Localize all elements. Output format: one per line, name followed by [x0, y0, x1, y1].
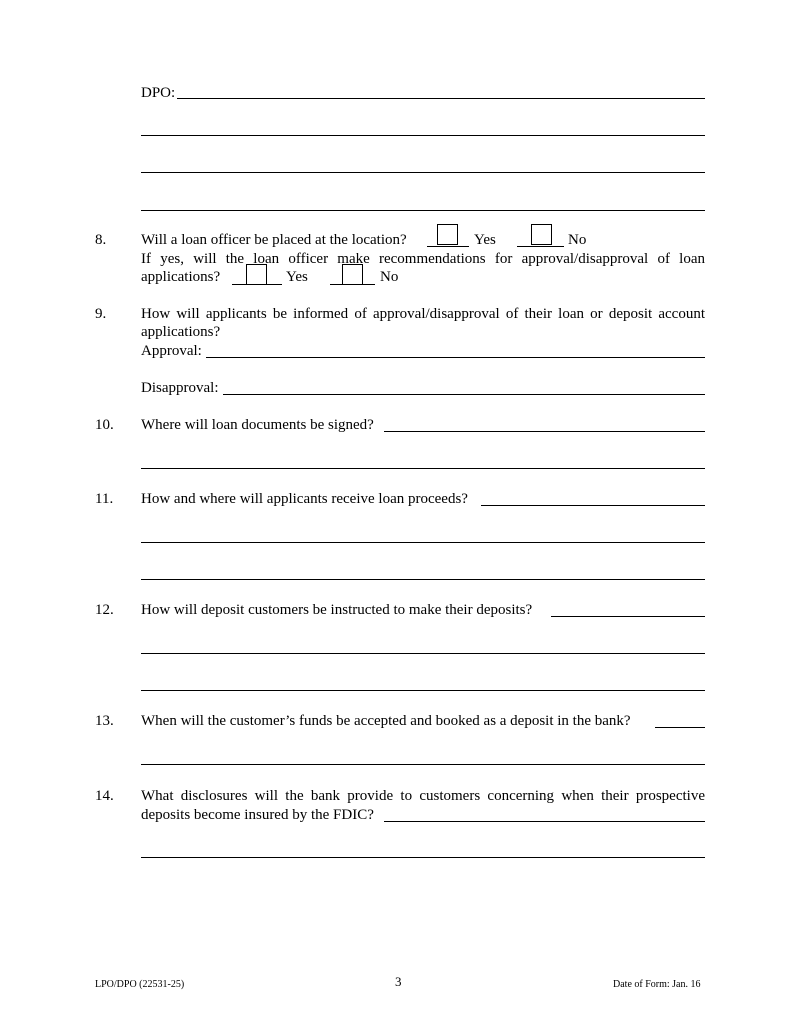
question-11-text: How and where will applicants receive loan proceeds?: [141, 491, 468, 507]
q8-no-underline: [517, 246, 564, 247]
question-9-text: How will applicants be informed of approval/disapproval of their loan or deposit account: [141, 306, 705, 322]
question-8-number: 8.: [95, 232, 107, 248]
q14-answer-line-1[interactable]: [384, 821, 705, 822]
question-14-number: 14.: [95, 788, 114, 804]
q8b-no-label: No: [380, 269, 399, 285]
dpo-answer-line-3[interactable]: [141, 172, 705, 173]
q8-no-label: No: [568, 232, 587, 248]
question-11-number: 11.: [95, 491, 114, 507]
question-12-text: How will deposit customers be instructed to make their deposits?: [141, 602, 533, 618]
q10-answer-line-1[interactable]: [384, 431, 705, 432]
q14-answer-line-2[interactable]: [141, 857, 705, 858]
q8-no-checkbox[interactable]: [531, 224, 552, 245]
q11-answer-line-2[interactable]: [141, 542, 705, 543]
q12-answer-line-1[interactable]: [551, 616, 705, 617]
q8-yes-underline: [427, 246, 469, 247]
question-14-text-2: deposits become insured by the FDIC?: [141, 807, 374, 823]
q8b-no-checkbox[interactable]: [342, 264, 363, 285]
q13-answer-line-1[interactable]: [655, 727, 705, 728]
q11-answer-line-3[interactable]: [141, 579, 705, 580]
disapproval-answer-line[interactable]: [223, 394, 705, 395]
q8-yes-checkbox[interactable]: [437, 224, 458, 245]
question-13-number: 13.: [95, 713, 114, 729]
q8b-yes-checkbox[interactable]: [246, 264, 267, 285]
dpo-answer-line-2[interactable]: [141, 135, 705, 136]
question-8-text: Will a loan officer be placed at the location?: [141, 232, 407, 248]
question-12-number: 12.: [95, 602, 114, 618]
q10-answer-line-2[interactable]: [141, 468, 705, 469]
disapproval-label: Disapproval:: [141, 380, 219, 396]
question-8-sub-text: If yes, will the loan officer make recommendations for approval/disapproval of loan: [141, 251, 705, 267]
approval-answer-line[interactable]: [206, 357, 705, 358]
footer-date-of-form: Date of Form: Jan. 16: [613, 979, 701, 990]
footer-form-id: LPO/DPO (22531-25): [95, 979, 185, 990]
question-10-number: 10.: [95, 417, 114, 433]
question-13-text: When will the customer’s funds be accepted and booked as a deposit in the bank?: [141, 713, 631, 729]
q8b-yes-label: Yes: [286, 269, 308, 285]
dpo-answer-line-4[interactable]: [141, 210, 705, 211]
page-number: 3: [395, 974, 402, 989]
q12-answer-line-2[interactable]: [141, 653, 705, 654]
dpo-label: DPO:: [141, 85, 176, 101]
question-9-number: 9.: [95, 306, 107, 322]
question-9-text-2: applications?: [141, 324, 221, 340]
q8-yes-label: Yes: [474, 232, 496, 248]
question-14-text: What disclosures will the bank provide to customers concerning when their prospective: [141, 788, 705, 804]
question-8-sub-text-2: applications?: [141, 269, 221, 285]
question-10-text: Where will loan documents be signed?: [141, 417, 374, 433]
dpo-answer-line-1[interactable]: [177, 98, 705, 99]
q11-answer-line-1[interactable]: [481, 505, 705, 506]
q13-answer-line-2[interactable]: [141, 764, 705, 765]
approval-label: Approval:: [141, 343, 202, 359]
q12-answer-line-3[interactable]: [141, 690, 705, 691]
